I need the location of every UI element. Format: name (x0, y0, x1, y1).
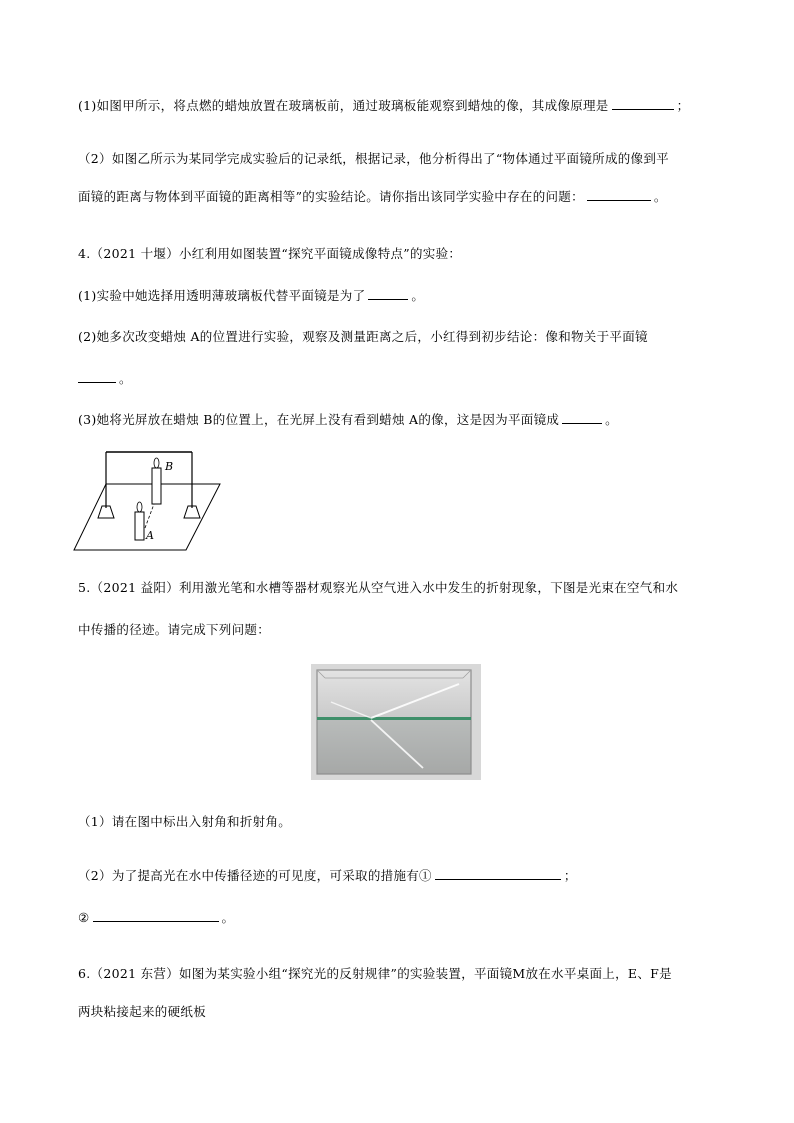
q3-part1-text: (1)如图甲所示，将点燃的蜡烛放置在玻璃板前，通过玻璃板能观察到蜡烛的像，其成像原理是 (78, 98, 609, 113)
q5-part2-circle2: ② (78, 910, 90, 925)
plane-mirror-figure (72, 448, 224, 552)
candle-a (135, 512, 144, 540)
q5-part2-end: ； (563, 868, 577, 883)
q5-part2-text: （2）为了提高光在水中传播径迹的可见度，可采取的措施有① (78, 868, 432, 883)
water-tank-photo (311, 664, 481, 780)
tank-air-region (317, 670, 471, 718)
q4-part1-end: 。 (411, 288, 425, 303)
q4-part1 (78, 287, 424, 304)
q4-part3 (78, 411, 618, 428)
candle-b-flame (154, 458, 159, 468)
q5-title-line2: 中传播的径迹。请完成下列问题： (78, 622, 271, 637)
q3-part2-text: 面镜的距离与物体到平面镜的距离相等”的实验结论。请你指出该同学实验中存在的问题： (78, 189, 584, 204)
q4-part3-end: 。 (605, 412, 618, 427)
q6-title-line1: 6.（2021 东营）如图为某实验小组“探究光的反射规律”的实验装置，平面镜M放在水平桌面上，E、F是 (78, 966, 672, 981)
candle-a-flame (137, 502, 142, 512)
q4-part2-end: 。 (119, 371, 132, 386)
q4-part1-blank[interactable] (368, 287, 408, 300)
q5-part2-second-end: 。 (221, 910, 235, 925)
q4-part3-blank[interactable] (562, 411, 602, 424)
q6-title-line2: 两块粘接起来的硬纸板 (78, 1004, 207, 1019)
q4-part2-cont (78, 370, 132, 387)
q3-part2-blank[interactable] (587, 188, 651, 201)
q3-part2-line1: （2）如图乙所示为某同学完成实验后的记录纸，根据记录，他分析得出了“物体通过平面镜所成的像到平 (78, 151, 669, 166)
water-surface-line (317, 717, 471, 720)
q5-part2-blank1[interactable] (435, 867, 561, 880)
q5-part2 (78, 867, 577, 884)
q4-part2-blank[interactable] (78, 370, 116, 383)
label-a: A (146, 529, 154, 542)
dashed-link (145, 504, 154, 528)
q5-title-line1: 5.（2021 益阳）利用激光笔和水槽等器材观察光从空气进入水中发生的折射现象，下图是光束在空气和水 (78, 580, 679, 595)
tank-water-region (317, 718, 471, 774)
q3-part2-line2 (78, 188, 667, 205)
q5-part1: （1）请在图中标出入射角和折射角。 (78, 814, 292, 829)
label-b: B (165, 460, 174, 473)
q4-part2: (2)她多次改变蜡烛 A的位置进行实验，观察及测量距离之后，小红得到初步结论：像和物关于平面镜 (78, 329, 648, 344)
q3-part1 (78, 97, 689, 114)
q4-part1-text: (1)实验中她选择用透明薄玻璃板代替平面镜是为了 (78, 288, 366, 303)
q3-part1-end: ； (676, 98, 690, 113)
q4-part3-text: (3)她将光屏放在蜡烛 B的位置上，在光屏上没有看到蜡烛 A的像，这是因为平面镜成 (78, 412, 560, 427)
candle-b (152, 468, 161, 504)
q5-part2-blank2[interactable] (93, 909, 219, 922)
q3-part2-end: 。 (653, 189, 667, 204)
q3-part1-blank[interactable] (612, 97, 674, 110)
q4-title: 4.（2021 十堰）小红利用如图装置“探究平面镜成像特点”的实验： (78, 246, 462, 261)
q5-part2-second (78, 909, 234, 926)
